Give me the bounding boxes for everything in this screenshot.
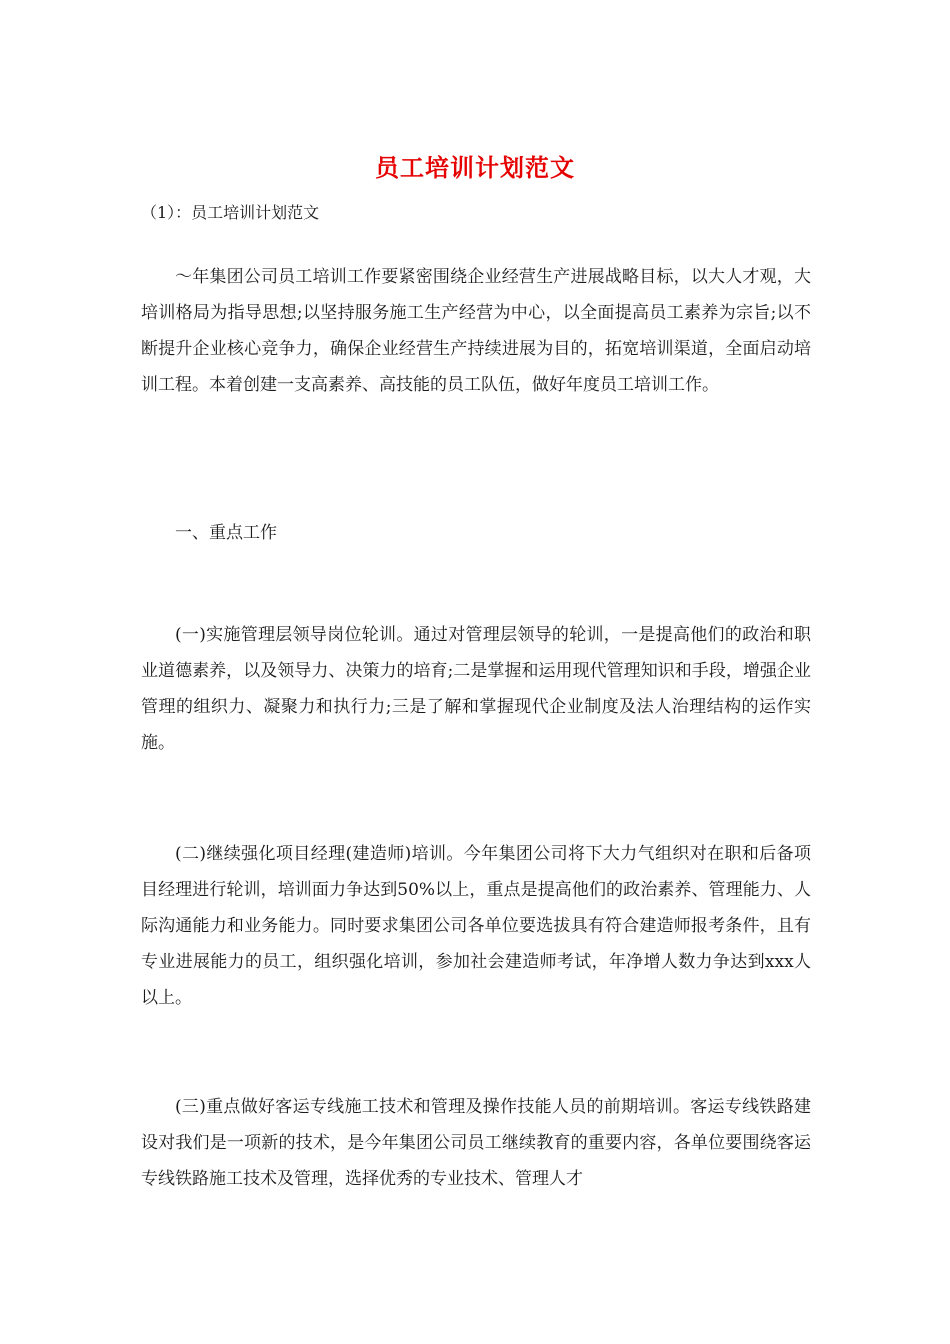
paragraph-item-1: (一)实施管理层领导岗位轮训。通过对管理层领导的轮训，一是提高他们的政治和职业道德素养，以及领导力、决策力的培育;二是掌握和运用现代管理知识和手段，增强企业管理的组织力、凝聚力和执行力;三是了解和掌握现代企业制度及法人治理结构的运作实施。 — [141, 625, 811, 753]
document-subtitle: （1）：员工培训计划范文 — [141, 203, 320, 222]
paragraph-item-3: (三)重点做好客运专线施工技术和管理及操作技能人员的前期培训。客运专线铁路建设对我们是一项新的技术，是今年集团公司员工继续教育的重要内容，各单位要围绕客运专线铁路施工技术及管理，选择优秀的专业技术、管理人才 — [141, 1097, 811, 1189]
paragraph-item-2: (二)继续强化项目经理(建造师)培训。今年集团公司将下大力气组织对在职和后备项目经理进行轮训，培训面力争达到50%以上，重点是提高他们的政治素养、管理能力、人际沟通能力和业务能力。同时要求集团公司各单位要选拔具有符合建造师报考条件，且有专业进展能力的员工，组织强化培训，参加社会建造师考试，年净增人数力争达到xxx人以上。 — [141, 844, 811, 1008]
section-heading: 一、重点工作 — [175, 523, 277, 543]
intro-paragraph: ～年集团公司员工培训工作要紧密围绕企业经营生产进展战略目标，以大人才观，大培训格局为指导思想;以坚持服务施工生产经营为中心，以全面提高员工素养为宗旨;以不断提升企业核心竞争力，确保企业经营生产持续进展为目的，拓宽培训渠道，全面启动培训工程。本着创建一支高素养、高技能的员工队伍，做好年度员工培训工作。 — [141, 267, 811, 395]
document-title: 员工培训计划范文 — [375, 153, 575, 182]
